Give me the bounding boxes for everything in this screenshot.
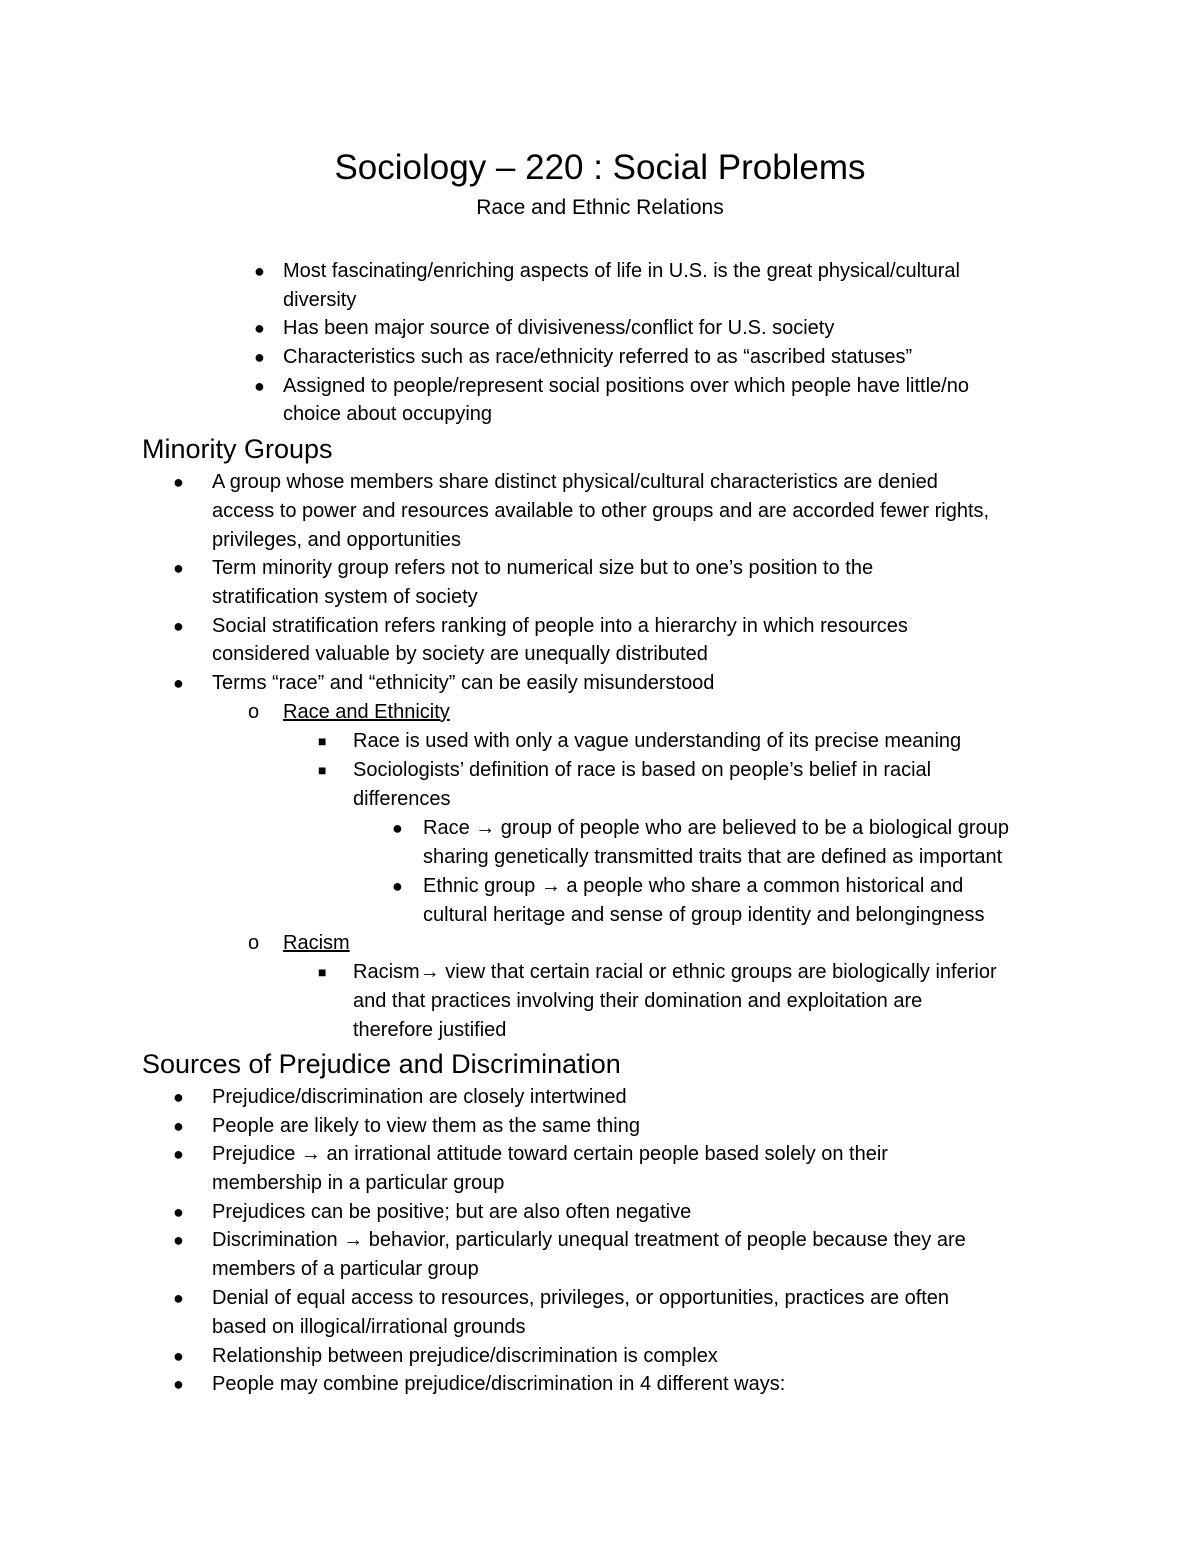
list-item-line: Discrimination → behavior, particularly unequal treatment of people because they are bbox=[212, 1229, 966, 1251]
bullet-dot: ● bbox=[254, 376, 265, 396]
bullet-dot: ● bbox=[173, 673, 184, 693]
list-item-line: People are likely to view them as the same thing bbox=[212, 1115, 640, 1137]
page-title: Sociology – 220 : Social Problems bbox=[334, 148, 866, 187]
bullet-dot: ● bbox=[254, 347, 265, 367]
list-item-line: Social stratification refers ranking of people into a hierarchy in which resources bbox=[212, 615, 908, 637]
list-item-line: differences bbox=[353, 788, 451, 810]
list-item-line: People may combine prejudice/discrimination in 4 different ways: bbox=[212, 1373, 786, 1395]
bullet-circle: o bbox=[248, 932, 260, 954]
bullet-dot: ● bbox=[173, 1374, 184, 1394]
list-item-line: Prejudice/discrimination are closely intertwined bbox=[212, 1086, 627, 1108]
bullet-dot: ● bbox=[173, 558, 184, 578]
bullet-dot: ● bbox=[173, 1288, 184, 1308]
list-item-line: access to power and resources available to other groups and are accorded fewer rights, bbox=[212, 500, 990, 522]
list-item-line: sharing genetically transmitted traits that are defined as important bbox=[423, 846, 1003, 868]
bullet-dot: ● bbox=[173, 1230, 184, 1250]
list-item-line: membership in a particular group bbox=[212, 1172, 505, 1194]
page-subtitle: Race and Ethnic Relations bbox=[476, 196, 724, 219]
list-item-line: diversity bbox=[283, 289, 357, 311]
list-item-line: choice about occupying bbox=[283, 403, 493, 425]
bullet-dot: ● bbox=[173, 1346, 184, 1366]
bullet-dot: ● bbox=[173, 1116, 184, 1136]
list-item-line: stratification system of society bbox=[212, 586, 478, 608]
bullet-dot: ● bbox=[254, 261, 265, 281]
list-item-line: A group whose members share distinct physical/cultural characteristics are denied bbox=[212, 471, 938, 493]
list-item-line: privileges, and opportunities bbox=[212, 529, 462, 551]
list-item-line: Term minority group refers not to numerical size but to one’s position to the bbox=[212, 557, 874, 579]
subheading-racism: Racism bbox=[283, 932, 350, 954]
list-item-line: Relationship between prejudice/discrimination is complex bbox=[212, 1345, 718, 1367]
list-item-line: and that practices involving their domination and exploitation are bbox=[353, 990, 923, 1012]
bullet-square: ■ bbox=[318, 733, 327, 749]
bullet-circle: o bbox=[248, 701, 260, 723]
bullet-dot: ● bbox=[392, 876, 403, 896]
bullet-square: ■ bbox=[318, 762, 327, 778]
list-item-line: Characteristics such as race/ethnicity referred to as “ascribed statuses” bbox=[283, 346, 913, 368]
list-item-line: Race → group of people who are believed to be a biological group bbox=[423, 817, 1009, 839]
list-item-line: Most fascinating/enriching aspects of life in U.S. is the great physical/cultural bbox=[283, 260, 960, 282]
bullet-dot: ● bbox=[173, 1144, 184, 1164]
list-item-line: considered valuable by society are unequally distributed bbox=[212, 643, 708, 665]
list-item-line: Sociologists’ definition of race is based on people’s belief in racial bbox=[353, 759, 932, 781]
list-item-line: Has been major source of divisiveness/conflict for U.S. society bbox=[283, 317, 835, 339]
bullet-dot: ● bbox=[254, 318, 265, 338]
bullet-dot: ● bbox=[173, 1087, 184, 1107]
list-item-line: Denial of equal access to resources, privileges, or opportunities, practices are often bbox=[212, 1287, 950, 1309]
list-item-line: Assigned to people/represent social positions over which people have little/no bbox=[283, 375, 969, 397]
bullet-dot: ● bbox=[173, 472, 184, 492]
list-item-line: Ethnic group → a people who share a common historical and bbox=[423, 875, 964, 897]
subheading-race-and-ethnicity: Race and Ethnicity bbox=[283, 701, 450, 723]
list-item-line: Racism→ view that certain racial or ethnic groups are biologically inferior bbox=[353, 961, 997, 983]
section-heading-minority-groups: Minority Groups bbox=[142, 434, 333, 464]
list-item-line: Prejudice → an irrational attitude toward certain people based solely on their bbox=[212, 1143, 888, 1165]
bullet-dot: ● bbox=[173, 1202, 184, 1222]
bullet-dot: ● bbox=[173, 616, 184, 636]
section-heading-sources: Sources of Prejudice and Discrimination bbox=[142, 1049, 621, 1079]
list-item-line: members of a particular group bbox=[212, 1258, 479, 1280]
list-item-line: therefore justified bbox=[353, 1019, 507, 1041]
bullet-dot: ● bbox=[392, 818, 403, 838]
list-item-line: cultural heritage and sense of group identity and belongingness bbox=[423, 904, 985, 926]
list-item-line: based on illogical/irrational grounds bbox=[212, 1316, 526, 1338]
bullet-square: ■ bbox=[318, 964, 327, 980]
list-item-line: Race is used with only a vague understanding of its precise meaning bbox=[353, 730, 962, 752]
list-item-line: Prejudices can be positive; but are also often negative bbox=[212, 1201, 692, 1223]
list-item-line: Terms “race” and “ethnicity” can be easily misunderstood bbox=[212, 672, 715, 694]
